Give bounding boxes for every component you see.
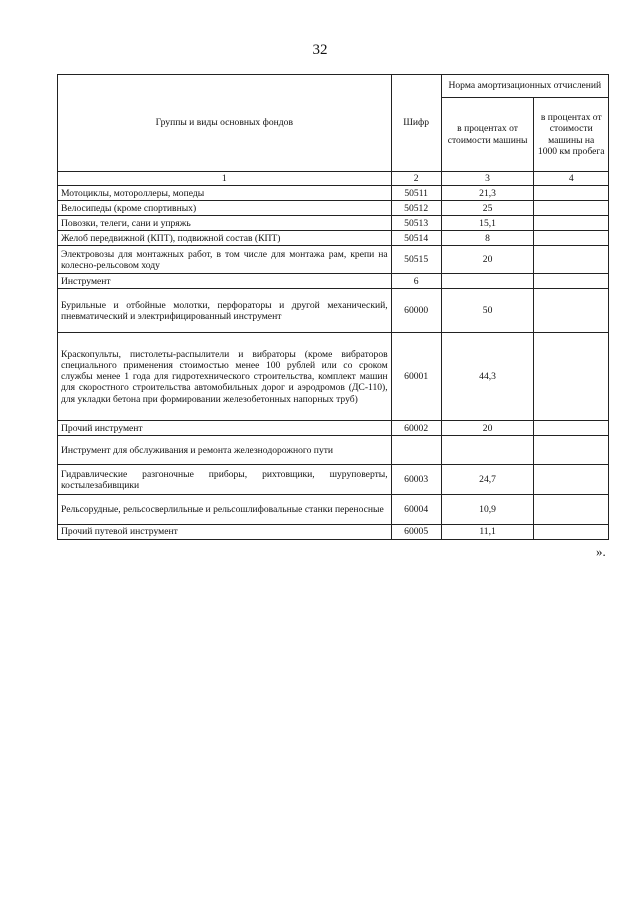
header-percent-cost: в процентах от стоимости машины: [441, 98, 534, 172]
row-name: Гидравлические разгоночные приборы, рихтовщики, шуруповерты, костылезабивщики: [58, 465, 392, 495]
column-number: 4: [534, 172, 609, 186]
row-name: Инструмент для обслуживания и ремонта железнодорожного пути: [58, 436, 392, 465]
column-number: 2: [391, 172, 441, 186]
table-row: [58, 274, 609, 289]
table-row: [58, 465, 609, 495]
row-code: 60000: [391, 289, 441, 333]
row-code: 50513: [391, 216, 441, 231]
row-percent-km: [534, 201, 609, 216]
row-percent: 10,9: [441, 495, 534, 525]
row-percent: 20: [441, 246, 534, 274]
row-name: Электровозы для монтажных работ, в том числе для монтажа рам, крепи на колесно-рельсовом ходу: [58, 246, 392, 274]
row-name: Бурильные и отбойные молотки, перфораторы и другой механический, пневматический и электрифицированный инструмент: [58, 289, 392, 333]
row-code: 50514: [391, 231, 441, 246]
row-percent: [441, 274, 534, 289]
row-percent: 15,1: [441, 216, 534, 231]
table-row: [58, 231, 609, 246]
row-percent: [441, 436, 534, 465]
table-row: [58, 495, 609, 525]
row-percent-km: [534, 436, 609, 465]
header-norm: Норма амортизационных отчислений: [441, 75, 608, 98]
depreciation-norms-table: [57, 74, 609, 540]
header-groups: Группы и виды основных фондов: [58, 75, 392, 172]
table-row: [58, 421, 609, 436]
row-percent-km: [534, 495, 609, 525]
row-code: 50511: [391, 186, 441, 201]
row-percent-km: [534, 289, 609, 333]
row-name: Краскопульты, пистолеты-распылители и вибраторы (кроме вибраторов специального применения стоимостью менее 100 рублей или со сроком службы менее 1 года для гидротехнического строительства, комплект машин для скоростного строительства автомобильных дорог и аэродромов (ДС-110), для укладки бетона при формировании железобетонных напорных труб): [58, 333, 392, 421]
row-percent: 25: [441, 201, 534, 216]
row-code: 6: [391, 274, 441, 289]
row-percent-km: [534, 186, 609, 201]
row-code: 60003: [391, 465, 441, 495]
row-percent: 50: [441, 289, 534, 333]
row-code: 60004: [391, 495, 441, 525]
table-row: [58, 216, 609, 231]
row-percent: 21,3: [441, 186, 534, 201]
page-number: 32: [312, 42, 328, 58]
row-code: 60002: [391, 421, 441, 436]
table-row: [58, 201, 609, 216]
row-code: 50512: [391, 201, 441, 216]
table-row: [58, 436, 609, 465]
row-percent-km: [534, 231, 609, 246]
row-code: 60001: [391, 333, 441, 421]
table-row: [58, 525, 609, 539]
column-number: 3: [441, 172, 534, 186]
row-name: Инструмент: [58, 274, 392, 289]
row-percent-km: [534, 525, 609, 539]
row-name: Велосипеды (кроме спортивных): [58, 201, 392, 216]
row-percent: 20: [441, 421, 534, 436]
row-code: [391, 436, 441, 465]
table-row: [58, 333, 609, 421]
closing-quote-mark: ».: [596, 544, 606, 559]
header-percent-per-1000km: в процентах от стоимости машины на 1000 км пробега: [534, 98, 609, 172]
row-percent: 8: [441, 231, 534, 246]
table-row: [58, 246, 609, 274]
table-row: [58, 186, 609, 201]
row-name: Прочий инструмент: [58, 421, 392, 436]
row-percent: 44,3: [441, 333, 534, 421]
row-name: Повозки, телеги, сани и упряжь: [58, 216, 392, 231]
row-name: Рельсорудные, рельсосверлильные и рельсошлифовальные станки переносные: [58, 495, 392, 525]
row-percent-km: [534, 274, 609, 289]
row-percent-km: [534, 421, 609, 436]
row-percent-km: [534, 216, 609, 231]
row-code: 50515: [391, 246, 441, 274]
column-number: 1: [58, 172, 392, 186]
row-percent-km: [534, 333, 609, 421]
row-percent: 24,7: [441, 465, 534, 495]
row-percent-km: [534, 246, 609, 274]
table-row: [58, 289, 609, 333]
row-name: Желоб передвижной (КПТ), подвижной состав (КПТ): [58, 231, 392, 246]
row-percent: 11,1: [441, 525, 534, 539]
row-code: 60005: [391, 525, 441, 539]
row-name: Мотоциклы, мотороллеры, мопеды: [58, 186, 392, 201]
row-name: Прочий путевой инструмент: [58, 525, 392, 539]
header-code: Шифр: [391, 75, 441, 172]
row-percent-km: [534, 465, 609, 495]
